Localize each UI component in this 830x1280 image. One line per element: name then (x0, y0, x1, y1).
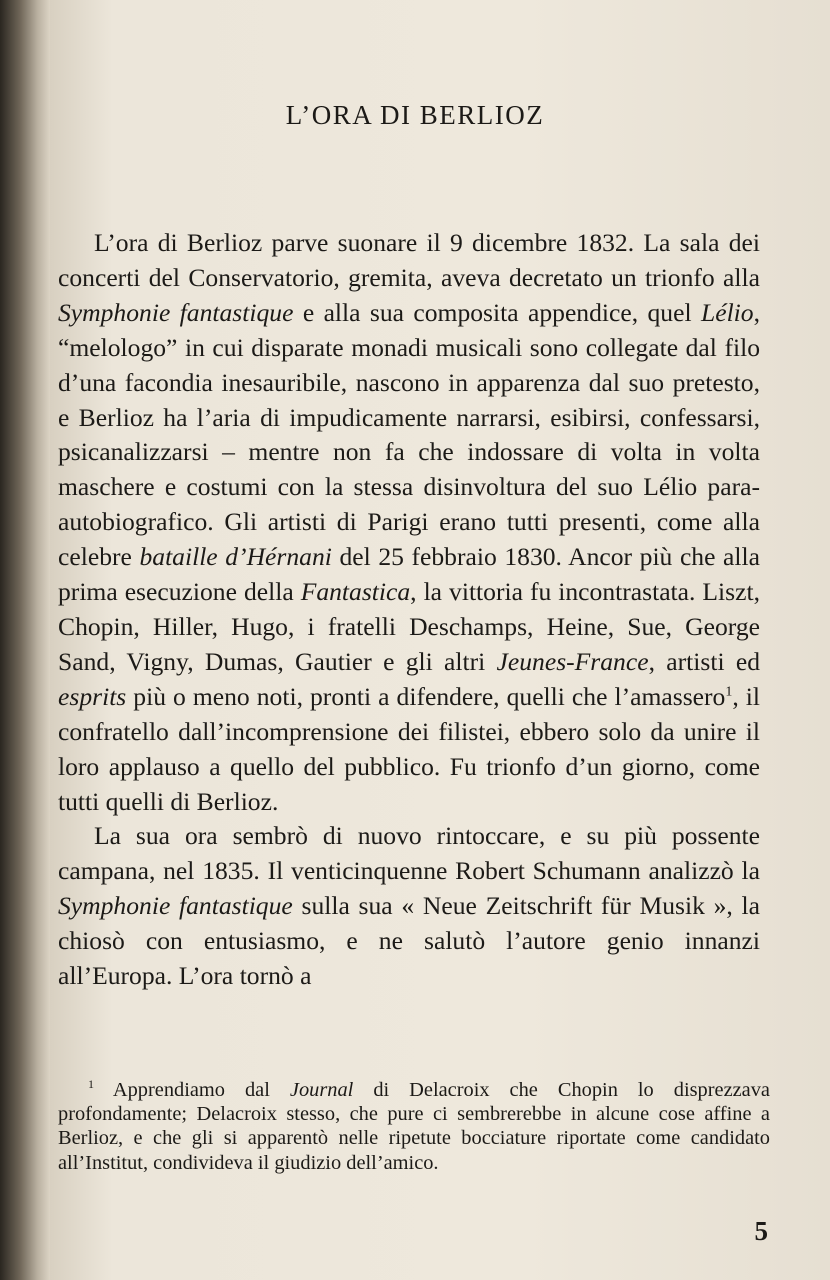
footnote-marker: 1 (88, 1077, 94, 1092)
text-run: La sua ora sembrò di nuovo rintoccare, e su più possente campana, nel 1835. Il venticinquenne Robert Schumann analizzò la (58, 821, 760, 886)
footnote (58, 1078, 770, 1175)
text-run: più o meno noti, pronti a difendere, quelli che l’amassero (126, 681, 726, 711)
text-run: L’ora di Berlioz parve suonare il 9 dicembre 1832. La sala dei concerti del Conservatorio, gremita, aveva decretato un trionfo alla (58, 228, 760, 292)
text-run: e alla sua composita appendice, quel (293, 297, 701, 327)
italic-text: Symphonie fantastique (58, 297, 294, 327)
page-number: 5 (754, 1216, 768, 1246)
italic-text: bataille d’Hérnani (139, 542, 332, 572)
text-run: , “melologo” in cui disparate monadi musicali sono collegate dal filo d’una facondia inesauribile, nascono in apparenza dal suo pretesto, e Berlioz ha l’aria di impudicamente narrarsi, esibirsi, confessarsi, psicanalizzarsi – mentre non fa che indossare di volta in volta maschere e costumi con la stessa disinvoltura del suo Lélio para-autobiografico. Gli artisti di Parigi erano tutti presenti, come alla celebre (58, 297, 760, 572)
footnote-marker: 1 (725, 684, 733, 700)
italic-text: esprits (58, 681, 127, 711)
italic-text: Journal (289, 1079, 354, 1101)
italic-text: Lélio (700, 297, 754, 327)
book-spine-shadow (0, 0, 50, 1280)
paragraph (58, 819, 760, 994)
italic-text: Fantastica (300, 577, 411, 607)
text-run: Apprendiamo dal (94, 1079, 290, 1101)
chapter-title: L’ORA DI BERLIOZ (285, 100, 545, 130)
footnote-paragraph (58, 1078, 770, 1175)
text-run: , artisti ed (648, 646, 760, 676)
italic-text: Symphonie fantastique (58, 891, 293, 921)
italic-text: Jeunes-France (496, 646, 649, 676)
main-text (58, 226, 760, 994)
text-run: sulla sua « Neue Zeitschrift für Musik », la chiosò con entusiasmo, e ne salutò l’autore genio innanzi all’Europa. L’ora tornò a (58, 891, 760, 991)
text-run: , la vittoria fu incontrastata. Liszt, Chopin, Hiller, Hugo, i fratelli Deschamps, Heine, Sue, George Sand, Vigny, Dumas, Gautier e gli altri (58, 577, 760, 676)
text-run: , il confratello dall’incomprensione dei filistei, ebbero solo da unire il loro applauso a quello del pubblico. Fu trionfo d’un giorno, come tutti quelli di Berlioz. (58, 681, 760, 816)
paragraph (58, 226, 760, 819)
text-run: del 25 febbraio 1830. Ancor più che alla prima esecuzione della (58, 542, 760, 607)
text-run: di Delacroix che Chopin lo disprezzava profondamente; Delacroix stesso, che pure ci sembrerebbe in alcune cose affine a Berlioz, e che gli si apparentò nelle ripetute bocciature riportate come candidato all’Institut, condivideva il giudizio dell’amico. (58, 1079, 770, 1174)
